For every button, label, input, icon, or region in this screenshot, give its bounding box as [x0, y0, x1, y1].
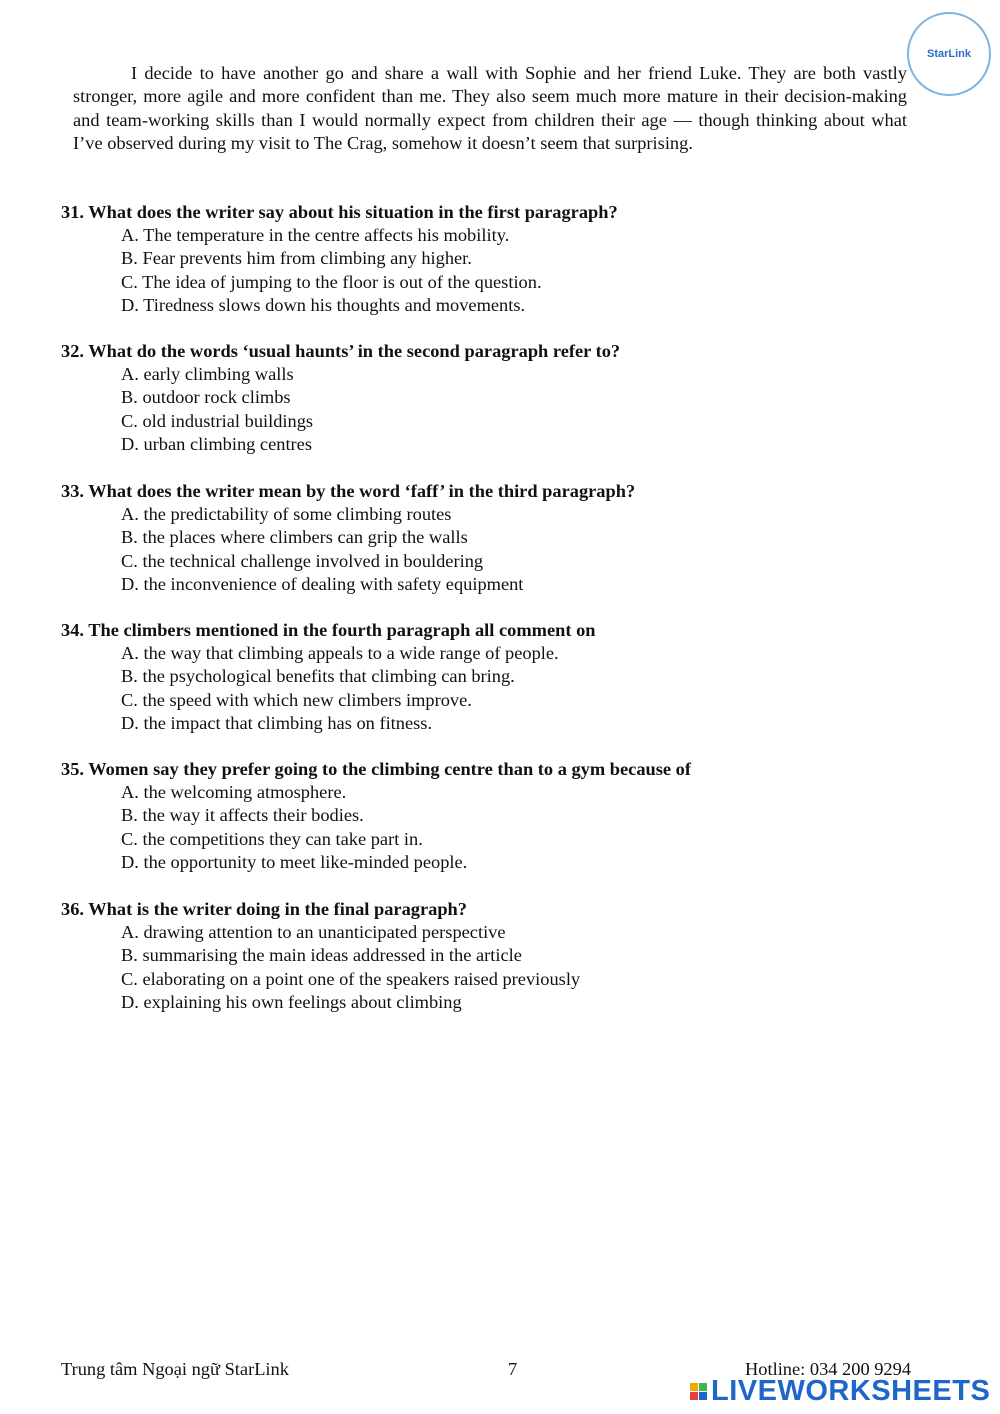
liveworksheets-blocks-icon: [690, 1383, 707, 1400]
question-title: 34. The climbers mentioned in the fourth paragraph all comment on: [61, 620, 596, 640]
option-d[interactable]: D. explaining his own feelings about climbing: [121, 991, 462, 1012]
option-d[interactable]: D. urban climbing centres: [121, 433, 313, 454]
question-35: [61, 758, 921, 874]
option-a[interactable]: A. early climbing walls: [121, 364, 294, 385]
option-b[interactable]: B. the way it affects their bodies.: [121, 805, 364, 826]
question-31: [61, 201, 921, 317]
option-a[interactable]: A. The temperature in the centre affects his mobility.: [121, 225, 510, 246]
question-32: [61, 340, 921, 456]
color-block: [690, 1392, 698, 1400]
option-c[interactable]: C. the competitions they can take part in.: [121, 828, 423, 849]
option-d[interactable]: D. the impact that climbing has on fitness.: [121, 712, 433, 733]
color-block: [690, 1383, 698, 1391]
question-33: [61, 480, 921, 596]
color-block: [699, 1392, 707, 1400]
question-title: 36. What is the writer doing in the final paragraph?: [61, 899, 467, 919]
option-a[interactable]: A. drawing attention to an unanticipated perspective: [121, 922, 506, 943]
option-a[interactable]: A. the welcoming atmosphere.: [121, 782, 347, 803]
liveworksheets-text: LIVEWORKSHEETS: [711, 1374, 991, 1407]
option-b[interactable]: B. summarising the main ideas addressed in the article: [121, 945, 522, 966]
question-title: 35. Women say they prefer going to the climbing centre than to a gym because of: [61, 759, 692, 779]
intro-paragraph: I decide to have another go and share a wall with Sophie and her friend Luke. They are both vastly stronger, more agile and more confident than me. They also seem much more mature in their decision-making and team-working skills than I would normally expect from children their age — though thinking about what I’ve observed during my visit to The Crag, somehow it doesn’t seem that surprising.: [73, 63, 907, 153]
option-c[interactable]: C. the technical challenge involved in bouldering: [121, 550, 484, 571]
question-36: [61, 898, 921, 1014]
option-d[interactable]: D. Tiredness slows down his thoughts and movements.: [121, 294, 526, 315]
page-number: 7: [508, 1359, 518, 1379]
option-b[interactable]: B. Fear prevents him from climbing any higher.: [121, 248, 472, 269]
footer-center-name: Trung tâm Ngoại ngữ StarLink: [61, 1359, 289, 1379]
option-d[interactable]: D. the inconvenience of dealing with safety equipment: [121, 573, 524, 594]
option-b[interactable]: B. the psychological benefits that climbing can bring.: [121, 666, 515, 687]
footer-hotline: Hotline: 034 200 9294: [745, 1359, 912, 1379]
question-title: 32. What do the words ‘usual haunts’ in the second paragraph refer to?: [61, 341, 621, 361]
option-c[interactable]: C. old industrial buildings: [121, 410, 314, 431]
option-b[interactable]: B. the places where climbers can grip the walls: [121, 527, 468, 548]
question-title: 31. What does the writer say about his situation in the first paragraph?: [61, 202, 618, 222]
starlink-logo: [907, 12, 991, 96]
option-b[interactable]: B. outdoor rock climbs: [121, 387, 291, 408]
question-title: 33. What does the writer mean by the word ‘faff’ in the third paragraph?: [61, 481, 636, 501]
color-block: [699, 1383, 707, 1391]
question-34: [61, 619, 921, 735]
option-c[interactable]: C. The idea of jumping to the floor is out of the question.: [121, 271, 542, 292]
option-c[interactable]: C. the speed with which new climbers improve.: [121, 689, 472, 710]
option-a[interactable]: A. the way that climbing appeals to a wide range of people.: [121, 643, 559, 664]
starlink-logo-text: StarLink: [926, 48, 971, 60]
option-c[interactable]: C. elaborating on a point one of the speakers raised previously: [121, 968, 581, 989]
option-a[interactable]: A. the predictability of some climbing routes: [121, 504, 452, 525]
option-d[interactable]: D. the opportunity to meet like-minded people.: [121, 851, 468, 872]
liveworksheets-logo: [690, 1374, 990, 1408]
